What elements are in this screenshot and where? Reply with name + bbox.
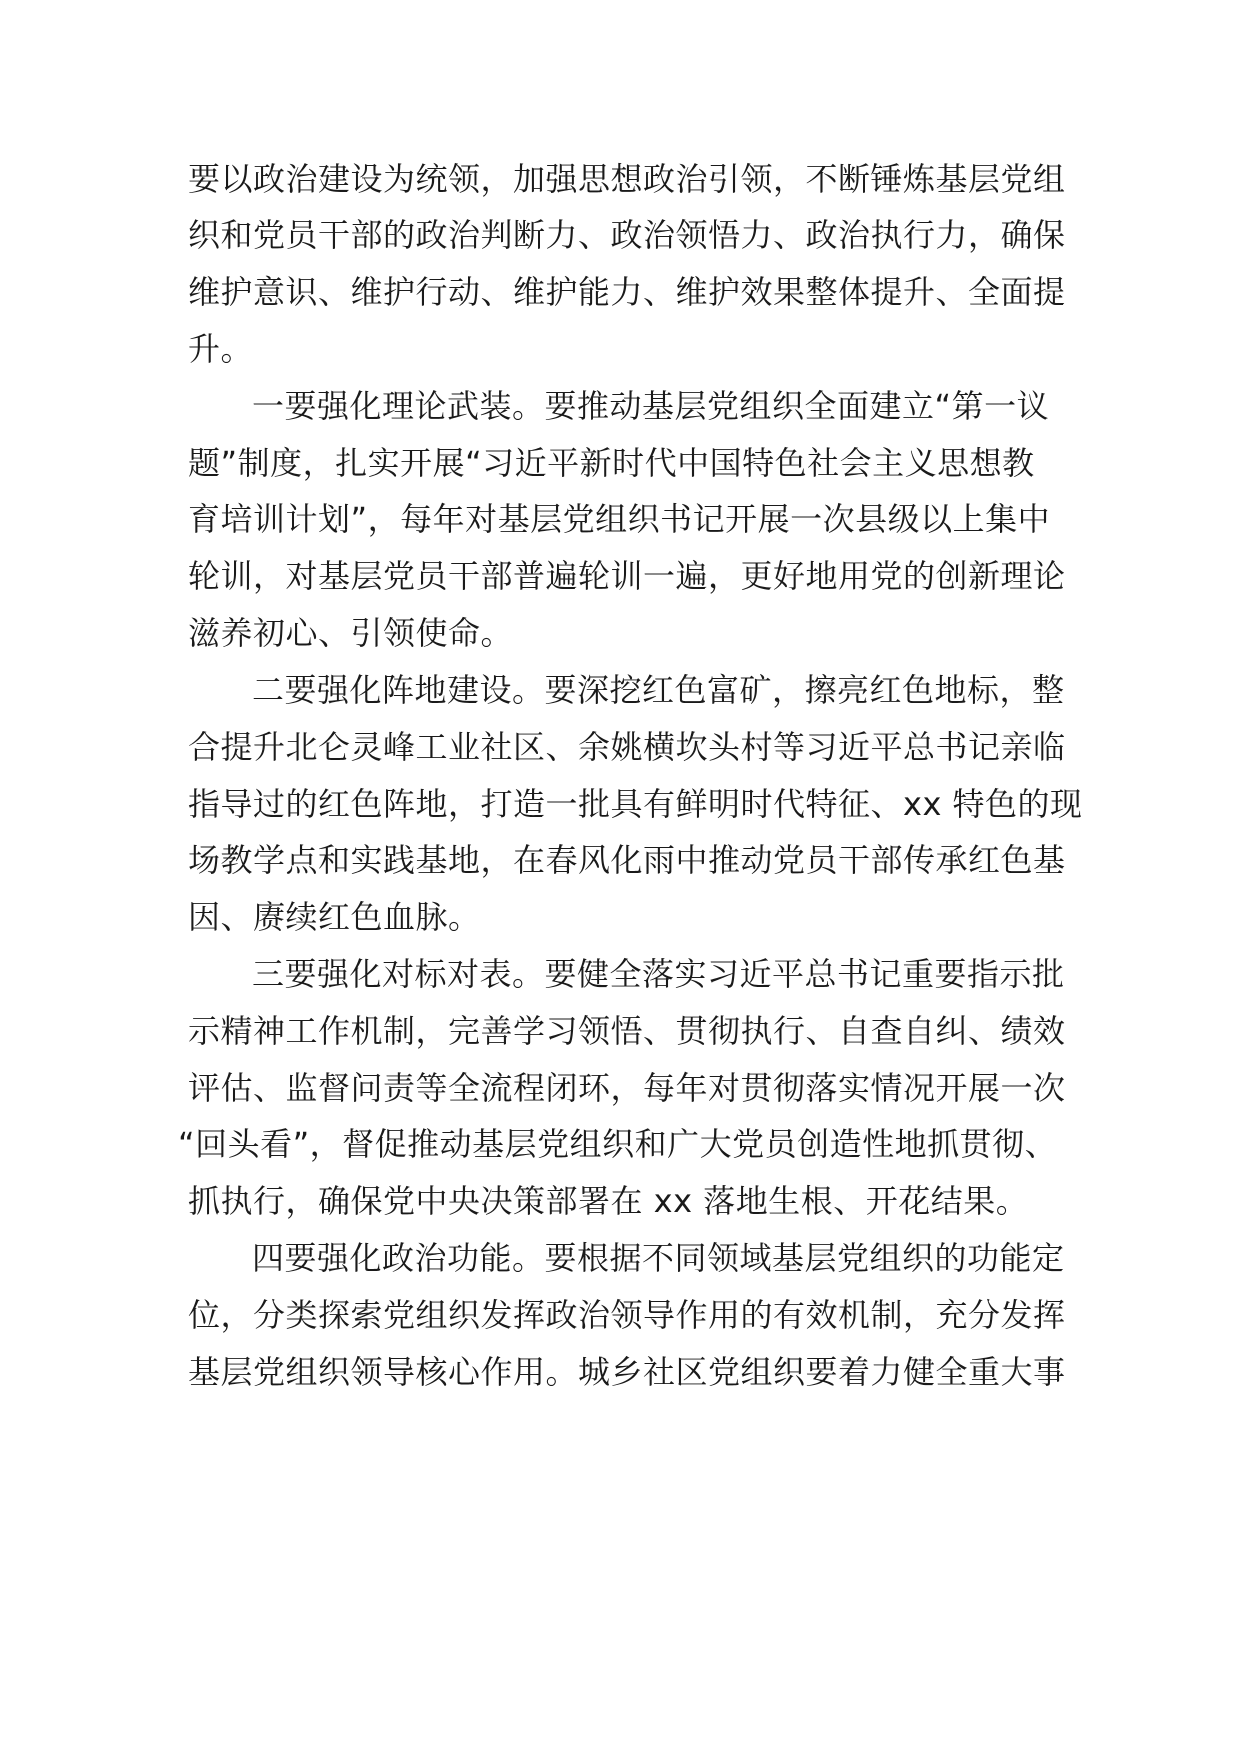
paragraph-2-line-2: 题”制度，扎实开展“习近平新时代中国特色社会主义思想教 — [188, 444, 1035, 482]
paragraph-4-line-1: 三要强化对标对表。要健全落实习近平总书记重要指示批 — [252, 955, 1065, 993]
paragraph-2-line-4: 轮训，对基层党员干部普遍轮训一遍，更好地用党的创新理论 — [188, 557, 1066, 595]
paragraph-3-line-2: 合提升北仑灵峰工业社区、余姚横坎头村等习近平总书记亲临 — [188, 728, 1066, 766]
paragraph-1-line-1: 要以政治建设为统领，加强思想政治引领，不断锤炼基层党组 — [188, 160, 1066, 198]
paragraph-4-line-5: 抓执行，确保党中央决策部署在 xx 落地生根、开花结果。 — [188, 1182, 1029, 1220]
paragraph-3-line-4: 场教学点和实践基地，在春风化雨中推动党员干部传承红色基 — [188, 841, 1066, 879]
paragraph-1-line-2: 织和党员干部的政治判断力、政治领悟力、政治执行力，确保 — [188, 216, 1066, 254]
paragraph-2-line-1: 一要强化理论武装。要推动基层党组织全面建立“第一议 — [252, 387, 1050, 425]
paragraph-4-line-4: “回头看”，督促推动基层党组织和广大党员创造性地抓贯彻、 — [178, 1125, 1058, 1163]
paragraph-1-line-3: 维护意识、维护行动、维护能力、维护效果整体提升、全面提 — [188, 273, 1066, 311]
paragraph-5-line-1: 四要强化政治功能。要根据不同领域基层党组织的功能定 — [252, 1239, 1065, 1277]
paragraph-3-line-5: 因、赓续红色血脉。 — [188, 898, 481, 936]
paragraph-1-line-4: 升。 — [188, 330, 254, 368]
paragraph-4-line-2: 示精神工作机制，完善学习领悟、贯彻执行、自查自纠、绩效 — [188, 1012, 1066, 1050]
paragraph-5-line-2: 位，分类探索党组织发挥政治领导作用的有效机制，充分发挥 — [188, 1296, 1066, 1334]
paragraph-2-line-5: 滋养初心、引领使命。 — [188, 614, 514, 652]
paragraph-3-line-1: 二要强化阵地建设。要深挖红色富矿，擦亮红色地标，整 — [252, 671, 1065, 709]
paragraph-3-line-3: 指导过的红色阵地，打造一批具有鲜明时代特征、xx 特色的现 — [188, 785, 1083, 823]
paragraph-5-line-3: 基层党组织领导核心作用。城乡社区党组织要着力健全重大事 — [188, 1353, 1066, 1391]
paragraph-2-line-3: 育培训计划”，每年对基层党组织书记开展一次县级以上集中 — [188, 500, 1051, 538]
paragraph-4-line-3: 评估、监督问责等全流程闭环，每年对贯彻落实情况开展一次 — [188, 1069, 1066, 1107]
